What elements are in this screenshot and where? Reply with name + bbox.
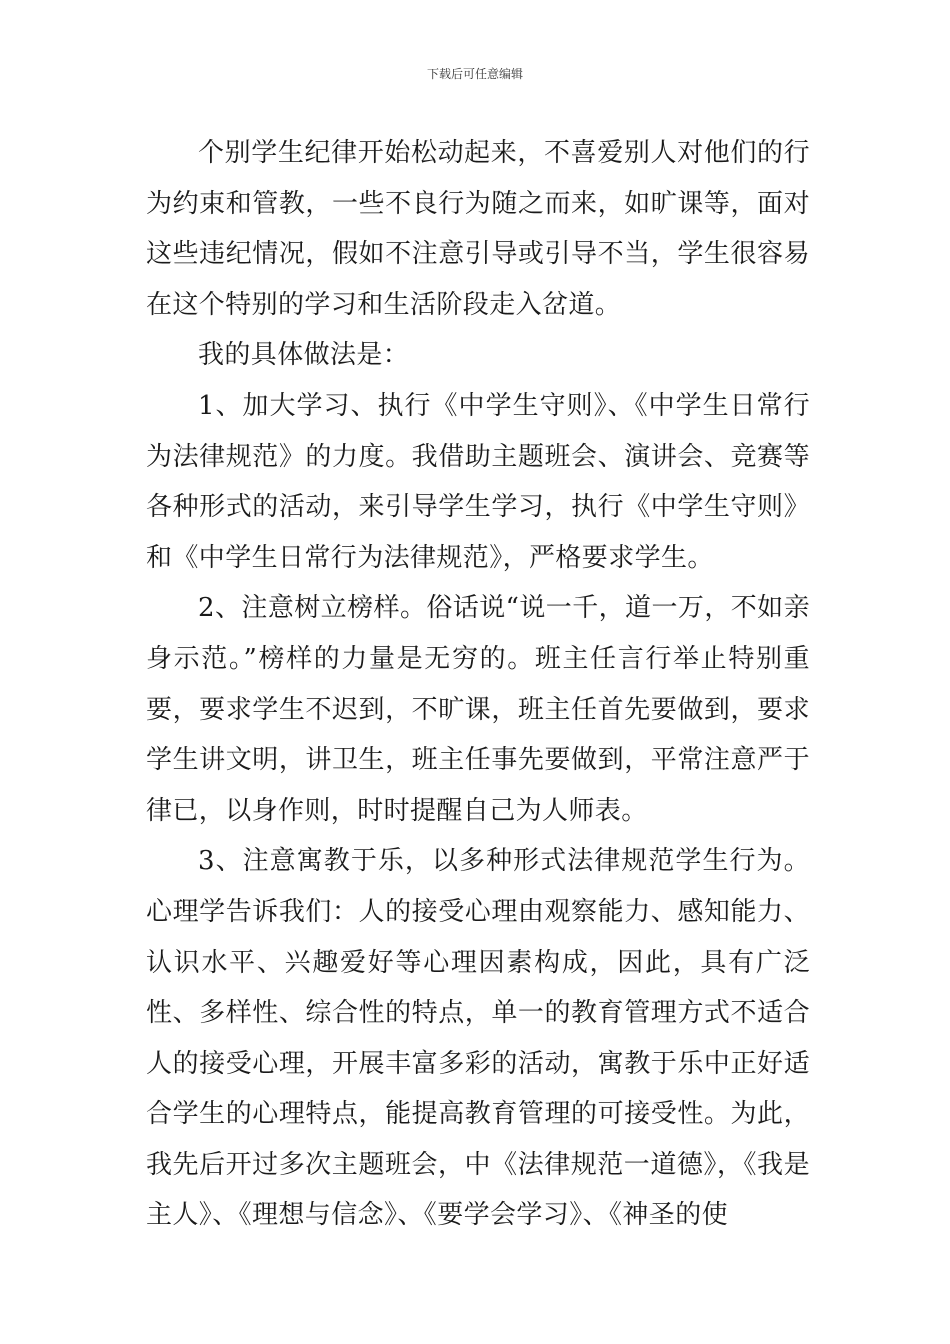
- paragraph-discipline: 个别学生纪律开始松动起来，不喜爱别人对他们的行为约束和管教，一些不良行为随之而来，如旷课等，面对这些违纪情况，假如不注意引导或引导不当，学生很容易在这个特别的学习和生活阶段走入岔道。: [146, 138, 810, 320]
- paragraph-methods-intro: 我的具体做法是：: [198, 340, 410, 371]
- paragraph-item-3: 3、注意寓教于乐，以多种形式法律规范学生行为。心理学告诉我们：人的接受心理由观察能力、感知能力、认识水平、兴趣爱好等心理因素构成，因此，具有广泛性、多样性、综合性的特点，单一的教育管理方式不适合人的接受心理，开展丰富多彩的活动，寓教于乐中正好适合学生的心理特点，能提高教育管理的可接受性。为此，我先后开过多次主题班会，中《法律规范一道德》，《我是主人》、《理想与信念》、《要学会学习》、《神圣的使: [146, 846, 810, 1231]
- paragraph-item-1: 1、加大学习、执行《中学生守则》、《中学生日常行为法律规范》的力度。我借助主题班会、演讲会、竞赛等各种形式的活动，来引导学生学习，执行《中学生守则》和《中学生日常行为法律规范》，严格要求学生。: [146, 390, 810, 573]
- document-body: [146, 128, 810, 1241]
- paragraph-item-2: 2、注意树立榜样。俗话说“说一千，道一万，不如亲身示范。”榜样的力量是无穷的。班主任言行举止特别重要，要求学生不迟到，不旷课，班主任首先要做到，要求学生讲文明，讲卫生，班主任事先要做到，平常注意严于律已，以身作则，时时提醒自己为人师表。: [146, 593, 810, 826]
- page-header: 下载后可任意编辑: [426, 67, 523, 81]
